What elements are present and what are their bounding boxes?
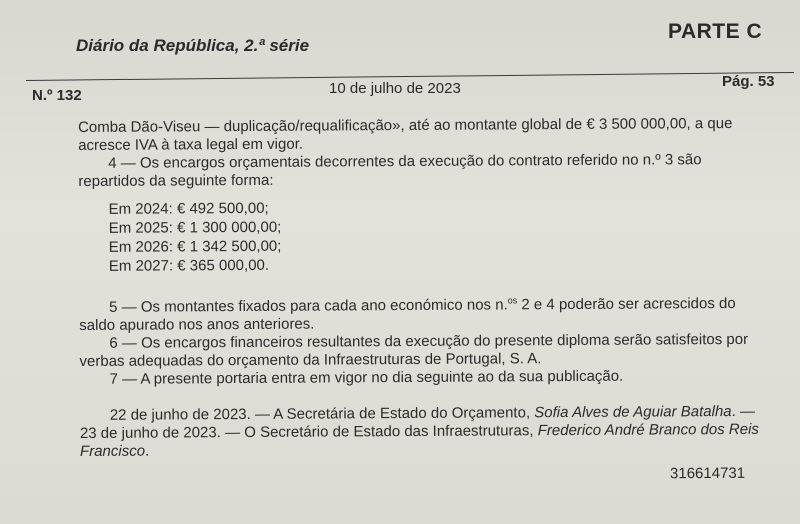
document-body: [78, 115, 770, 461]
signature-block: [80, 403, 770, 461]
paragraph-4: 4 — Os encargos orçamentais decorrentes da execução do contrato referido no n.º 3 são repartidos da seguinte forma:: [78, 151, 702, 190]
paragraph-6: 6 — Os encargos financeiros resultantes da execução do presente diploma serão satisfeitos por verbas adequadas do orçamento da Infraestruturas de Portugal, S. A.: [79, 330, 749, 370]
signature-date-2: . — 23 de junho de 2023. — O Secretário de Estado das Infraestruturas,: [79, 402, 755, 442]
paragraph-5-end: 2 e 4 poderão ser acrescidos do saldo apurado nos anos anteriores.: [79, 294, 736, 334]
issue-number: N.º 132: [32, 87, 82, 104]
year-amounts-list: [78, 196, 768, 276]
signature-end: .: [145, 442, 150, 460]
paragraph-continuation: Comba Dão-Viseu — duplicação/requalificação», até ao montante global de € 3 500 000,00, a que acresce IVA à taxa legal em vigor.: [78, 115, 733, 154]
list-item: Em 2027: € 365 000,00.: [108, 256, 270, 275]
paragraph-5-start: 5 — Os montantes fixados para cada ano económico nos n.: [109, 296, 508, 316]
signatory-2: Frederico André Branco dos Reis Francisco: [79, 420, 759, 460]
journal-title: Diário da República, 2.ª série: [76, 36, 310, 55]
page-number: Pág. 53: [722, 73, 775, 90]
signatory-1: Sofia Alves de Aguiar Batalha: [534, 403, 732, 422]
list-item: Em 2026: € 1 342 500,00;: [108, 237, 282, 256]
signature-date-1: 22 de junho de 2023. — A Secretária de Estado do Orçamento,: [109, 404, 535, 424]
reference-code: 316614731: [669, 464, 746, 483]
paragraph-7: 7 — A presente portaria entra em vigor no dia seguinte ao da sua publicação.: [109, 367, 624, 388]
list-item: Em 2025: € 1 300 000,00;: [108, 218, 282, 237]
paragraph-5: [79, 290, 769, 335]
part-label: PARTE C: [668, 20, 763, 43]
issue-date: 10 de julho de 2023: [329, 80, 461, 97]
paragraph-5-superscript: os: [507, 295, 518, 306]
list-item: Em 2024: € 492 500,00;: [108, 199, 269, 218]
